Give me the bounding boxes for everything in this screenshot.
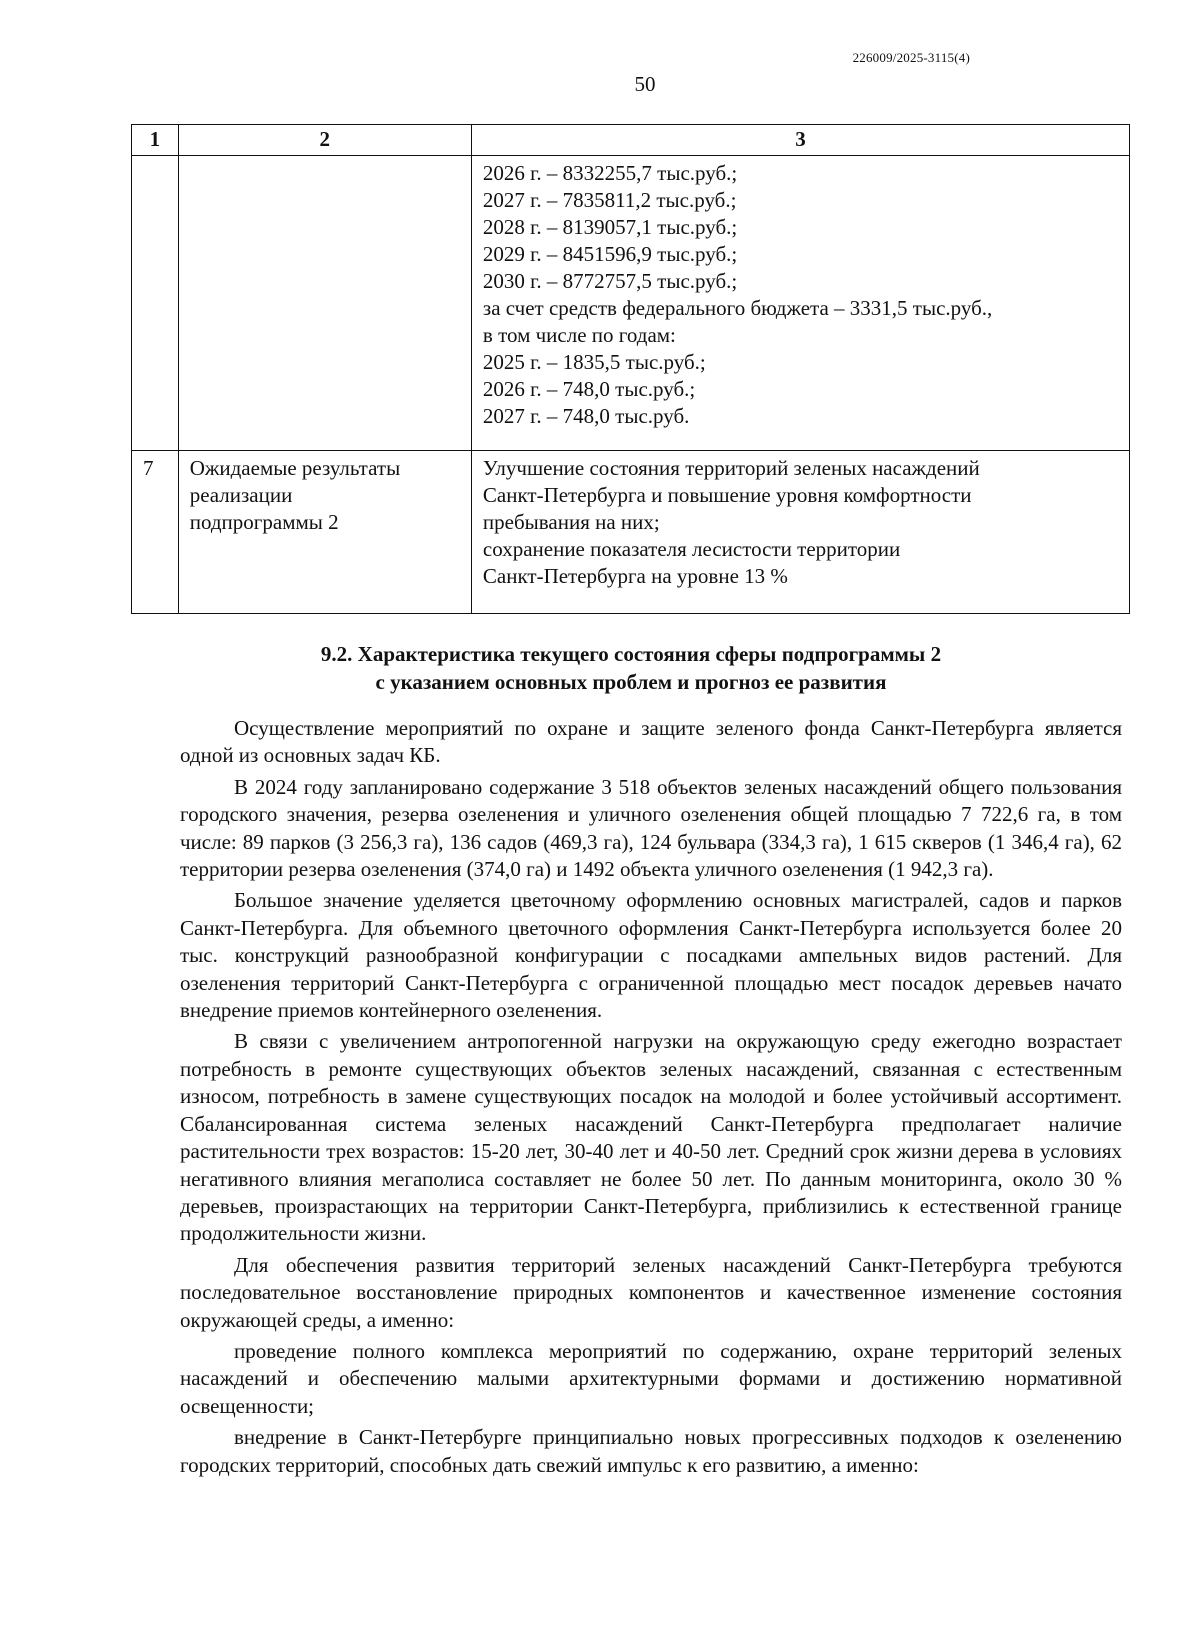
- paragraph: Осуществление мероприятий по охране и защите зеленого фонда Санкт-Петербурга является одной из основных задач КБ.: [180, 716, 1122, 768]
- results-value-line: Санкт-Петербурга и повышение уровня комфортности: [482, 483, 972, 507]
- financing-label-cell: [178, 156, 471, 451]
- document-id: 226009/2025-3115(4): [852, 50, 970, 65]
- financing-line: за счет средств федерального бюджета – 3331,5 тыс.руб.,: [482, 296, 993, 320]
- results-value-line: сохранение показателя лесистости территории: [482, 537, 901, 561]
- table-row-financing: [132, 156, 1130, 451]
- financing-line: 2028 г. – 8139057,1 тыс.руб.;: [482, 215, 738, 239]
- page-number: 50: [634, 72, 656, 96]
- section-body: [180, 715, 1122, 1483]
- paragraph: Для обеспечения развития территорий зеленых насаждений Санкт-Петербурга требуются последовательное восстановление природных компонентов и качественное изменение состояния окружающей среды, а именно:: [180, 1252, 1122, 1332]
- financing-num-cell: [132, 156, 179, 451]
- paragraph: проведение полного комплекса мероприятий по содержанию, охране территорий зеленых насаждений и обеспечению малыми архитектурными формами и достижению нормативной освещенности;: [180, 1338, 1122, 1418]
- financing-value-cell: [471, 156, 1129, 451]
- results-label-line: Ожидаемые результаты: [189, 456, 401, 480]
- section-heading-line: с указанием основных проблем и прогноз ее развития: [375, 670, 887, 694]
- results-value-cell: [471, 451, 1129, 614]
- financing-line: 2026 г. – 8332255,7 тыс.руб.;: [482, 161, 738, 185]
- financing-line: 2027 г. – 7835811,2 тыс.руб.;: [482, 188, 737, 212]
- section-heading: [131, 640, 1131, 696]
- results-label-line: реализации: [189, 483, 293, 507]
- results-value-line: пребывания на них;: [482, 510, 660, 534]
- col-header-2: 2: [178, 125, 471, 156]
- section-heading-line: 9.2. Характеристика текущего состояния сферы подпрограммы 2: [320, 642, 942, 666]
- col-header-3: 3: [471, 125, 1129, 156]
- financing-line: 2027 г. – 748,0 тыс.руб.: [482, 404, 690, 428]
- results-row-number: 7: [132, 451, 179, 614]
- paragraph: Большое значение уделяется цветочному оформлению основных магистралей, садов и парков Санкт-Петербурга. Для объемного цветочного оформления Санкт-Петербурга используется более 20 тыс. конструкций разнообразной конфигурации с посадками ампельных видов растений. Для озеленения территорий Санкт-Петербурга с ограниченной площадью мест посадок деревьев начато внедрение приемов контейнерного озеленения.: [180, 888, 1122, 1023]
- financing-line: 2029 г. – 8451596,9 тыс.руб.;: [482, 242, 738, 266]
- financing-line: в том числе по годам:: [482, 323, 676, 347]
- results-label-line: подпрограммы 2: [189, 510, 339, 534]
- financing-line: 2030 г. – 8772757,5 тыс.руб.;: [482, 269, 738, 293]
- results-value-line: Улучшение состояния территорий зеленых насаждений: [482, 456, 980, 480]
- table-row-expected-results: [132, 451, 1130, 614]
- col-header-1: 1: [132, 125, 179, 156]
- paragraph: В 2024 году запланировано содержание 3 518 объектов зеленых насаждений общего пользования городского значения, резерва озеленения и уличного озеленения общей площадью 7 722,6 га, в том числе: 89 парков (3 256,3 га), 136 садов (469,3 га), 124 бульвара (334,3 га), 1 615 скверов (1 346,4 га), 62 территории резерва озеленения (374,0 га) и 1492 объекта уличного озеленения (1 942,3 га).: [180, 774, 1122, 882]
- subprogram-table: [131, 124, 1130, 614]
- paragraph: внедрение в Санкт-Петербурге принципиально новых прогрессивных подходов к озеленению городских территорий, способных дать свежий импульс к его развитию, а именно:: [180, 1425, 1122, 1477]
- paragraph: В связи с увеличением антропогенной нагрузки на окружающую среду ежегодно возрастает потребность в ремонте существующих объектов зеленых насаждений, связанная с естественным износом, потребность в замене существующих посадок на молодой и более устойчивый ассортимент. Сбалансированная система зеленых насаждений Санкт-Петербурга предполагает наличие растительности трех возрастов: 15-20 лет, 30-40 лет и 40-50 лет. Средний срок жизни дерева в условиях негативного влияния мегаполиса составляет не более 50 лет. По данным мониторинга, около 30 % деревьев, произрастающих на территории Санкт-Петербурга, приблизились к естественной границе продолжительности жизни.: [180, 1029, 1122, 1246]
- financing-line: 2026 г. – 748,0 тыс.руб.;: [482, 377, 696, 401]
- financing-line: 2025 г. – 1835,5 тыс.руб.;: [482, 350, 706, 374]
- results-label-cell: [178, 451, 471, 614]
- results-value-line: Санкт-Петербурга на уровне 13 %: [482, 564, 788, 588]
- table-header-row: [132, 125, 1130, 156]
